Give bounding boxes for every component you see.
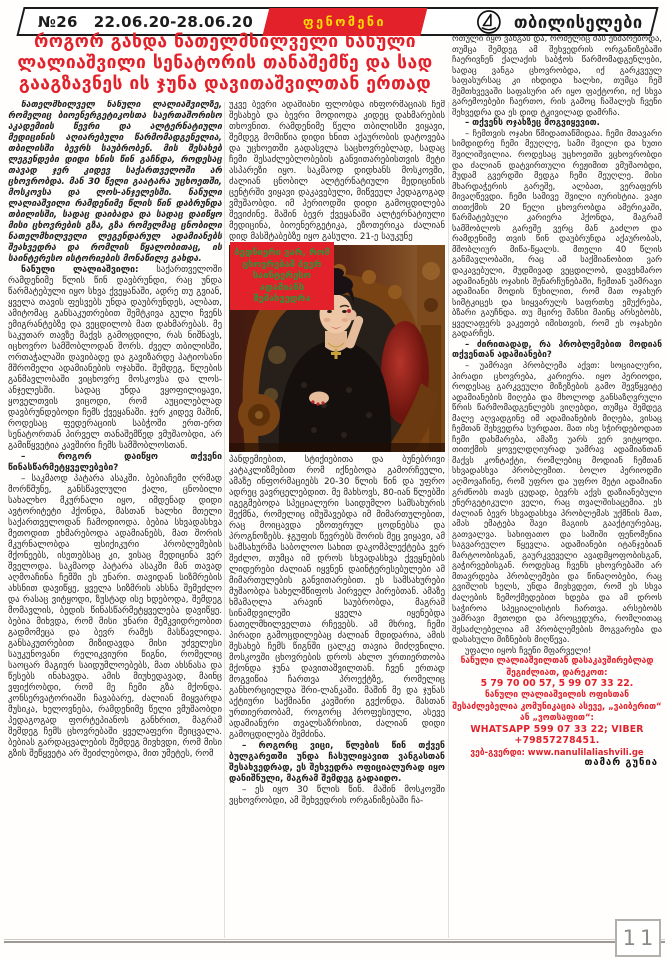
article-column-left — [8, 100, 222, 938]
paragraph: ვებ-გვერდი: www.nanulilaliashvili.ge — [470, 746, 644, 757]
article-column-middle — [229, 100, 445, 938]
issue-info — [22, 13, 253, 31]
issue-dates: 22.06.20-28.06.20 — [93, 12, 254, 31]
paragraph: უკვე ბევრი ადამიანი ფლობდა ინფორმაციას ჩემ შესახებ და ბევრი მოდიოდა კიდეც დახმარების თხოვნით. რამდენიმე წელი თბილისში ვიყავი, შემდეგ მომიწია დიდი ხნით აქაურობის დატოვება და უცხოეთში გადასვლა საცხოვრებლად, სადაც ჩემი შესაძლებლობების განვითარებისთვის მეტი ასპარეზი იყო. საკმაოდ დიდხანს მოსკოვში, ძალიან ცნობილ ალტერნატიული მედიცინის ცენტრში ვიყავი დაკავებული, მიწვეულ პედაგოგად ვმუშაობდი. იმ პერიოდში დიდი გამოცდილება შევიძინე. მაშინ ბევრ ქვეყანაში ალტერნატიული მედიცინა, ბიოენერგეტიკა, ეზოთერიკა ძალიან დიდ მასშტაბებზე იყო გასული. 21-ე საუკუნე — [229, 100, 445, 242]
speaker-name: ნანული ლალიაშვილი: — [21, 265, 157, 275]
paragraph: 5 79 70 00 57, 5 99 07 33 22. — [480, 678, 634, 690]
interview-question: – როგორც ვიცი, წლების წინ თქვენ ბულგარეთში უნდა ჩასულიყავით ვანგასთან შესახვედრად, ეს შეხვედრა ოფიციალურად იყო დანიშნული, მაგრამ შემდეგ გადაიდო. — [229, 741, 445, 784]
paragraph: თამარ გუნია — [584, 756, 658, 768]
column-divider — [448, 102, 449, 938]
article-headline — [6, 32, 444, 95]
column-divider — [224, 102, 225, 938]
newspaper-monogram-icon — [476, 9, 502, 35]
column-middle-top-text — [229, 100, 445, 243]
paragraph: – საკმაოდ პატარა ასაკში. ბებიაჩემი ღრმად მორწმუნე, განსწავლული ქალი, ცნობილი სახალხო მკურნალი იყო, იმდენად დიდი ავტორიტეტი ჰქონდა, მასთან ხალხი მთელი საქართველოდან ჩამოდიოდა. ბებია სხვადასხვა მეთოდით ეხმარებოდა ადამიანებს, მათ შორის მკურნალობდა ფსიქიკური პრობლემების მქონეებს, ისეთებსაც კი, ვისაც მედიცინა ვერ შველოდა. საკმაოდ პატარა ასაკში მან თავად აღმოაჩინა ჩემში ეს უნარი. თავიდან სიზმრების ახსნით დავიწყე, ყველა სიზმრის ახსნა შემეძლო და რასაც ვიტყოდი, ზუსტად ისე ხდებოდა, შემდეგ მომავლის, ბედის წინასწარმეტყველება დავიწყე. ბებია მიხვდა, რომ მისი უნარი მემკვიდრეობით გადმომეცა და ბევრ რამეს მასწავლიდა. განსაკუთრებით მიზიდავდა მისი უძველესი საუკუნოვანი რელიკვიური წიგნი, რომელიც საოცარ მაგიურ საიდუმლოებებს, მათ ახსნასა და წესებს ინახავდა. ამის მიუხედავად, მაინც ვფიქრობდი, რომ მე ჩემი გზა მქონდა. კონსერვატორიაში ჩავაბარე, ძალიან მიყვარდა მუსიკა, ხელოვნება, რამდენიმე წელი ვმუშაობდი პედაგოგად ფორტეპიანოს განხრით, მაგრამ შემდეგ ჩემს ცხოვრებაში ყველაფერი შეიცვალა. ბებიას გარდაცვალების შემდეგ მივხვდი, რომ მისი გზის შეწყვეტა არ შეიძლებოდა, მით უმეტეს, რომ — [8, 474, 222, 759]
interview-question: – თქვენს ოჯახზეც მოგვიყევით. — [465, 117, 600, 128]
paragraph: ნანული ლალიაშვილთან დასაკავშირებლად შეგიძლიათ, დარეკოთ: — [460, 655, 654, 677]
paragraph: უფალი იყოს ჩვენი მფარველი! — [465, 644, 592, 655]
rubric-label: ფენომენი — [303, 14, 387, 29]
paragraph: ნანული ლალიაშვილი: საქართველოში რამდენიმე წლის წინ დავბრუნდი, რაც უნდა წარმატებული იყო სხვა ქვეყანაში, ადრე თუ გვიან, ყველა თავის ფესვებს უნდა დაუბრუნდეს, ალბათ, ამიტომაც განსაკუთრებით შემტკივა გული ჩვენს ემიგრანტებზე და ვეცდილობ მათ დახმარებას. მე საკუთარ თავზე მაქვს გამოცდილი, რას ნიშნავს, იცხოვრო სამშობლოდან შორს. ძველ თბილისში, ორთაჭალაში დავიბადე და გავიზარდე პატიოსანი მშრომელი ადამიანების ოჯახში. შემდეგ, წლების განმავლობაში ვიცხოვრე მოსკოვსა და ლოს-ანჯელესში. სადაც უნდა ვყოფილიყავი, ყოველთვის ვიცოდი, რომ აუცილებლად დავბრუნდებოდი ჩემს ქვეყანაში. ჯერ კიდევ მაშინ, როდესაც ფედერაციის საბჭოში ერთ-ერთ სენატორთან პირველ თანაშემწედ ვმუშაობდი, არ გამიწყვეტია კავშირი ჩემს სამშობლოსთან. — [8, 265, 222, 451]
paragraph: რთული იყო ვანგას და, რომელიც მას ეხმარებოდა, თუმცა შემდეგ ამ შეხვედრის ორგანიზებაში ჩაერივნენ ქალაქის საბჭოს წარმომადგენლები, სადაც ვანგა ცხოვრობდა, იქ გარკვეულ საფასურსაც კი იხდიდა ხალხი, თუმცა ჩემ შემთხვევაში საფასური არ იყო ფაქტორი, იქ სხვა გარემოებები ჩაერთო, რის გამოც ჩაშალეს ჩვენი შეხვედრა და ეს დიდ ტკივილად დამრჩა. — [452, 33, 662, 117]
newspaper-name: თბილისელები — [514, 12, 643, 31]
paragraph: პანდემიებით, სტიქიებითა და ბუნებრივი კატაკლიზმებით რომ იქნებოდა გამორჩეული, ამაზე ინფორმაციებს 20-30 წლის წინ და უფრო ადრეც ვავრცელებდით. მე მახსოვს, 80-იან წლებში იგეგმებოდა სპეციალური საიდუმლო სამსახურის შექმნა, რომელიც იმუშავებდა იმ მიმართულებით, რაც მოიცავდა ეზოთერულ ცოდნებსა და პროგნოზებს. ჯგუფის წევრებს შორის მეც ვიყავი, ამ სამსახურმა საბოლოო სახით დაკომპლექტება ვერ შეძლო, თუმცა იმ დროს სხვადასხვა ქვეყნების ლიდერები ძალიან იყვნენ დაინტერესებულები ამ მიმართულების განვითარებით. ეს სამსახურები მუშაობდა სახელმწიფოს პირველ პირებთან. ამაზე ხმამაღლა არავინ საუბრობდა, მაგრამ სინამდვილეში ყველა იყენებდა ნათელმხილველთა რჩევებს. ამ მხრივ, ჩემი პირადი გამოცდილებაც ძალიან მდიდარია, ამის შესახებ ჩემს წიგნში ცალკე თავია მიძღვნილი. მოსკოვში ცხოვრების დროს ახლო ურთიერთობა მქონდა ჯუნა დავითაშვილთან. ჩვენ ერთად მოგვიწია ჩართვა პროექტზე, რომელიც განხორციელდა შრი-ლანკაში. მაშინ მე და ჯუნას აქტიური საქმიანი კავშირი გვქონდა. მასთან ურთიერთობამ, როგორც პროფესიული, ასევე ადამიანური თვალსაზრისით, ძალიან დიდი გამოცდილება შემძინა. — [229, 455, 445, 740]
issue-number: №26 — [38, 12, 78, 31]
newspaper-brand — [476, 9, 653, 35]
paragraph: – ეს იყო 30 წლის წინ. მაშინ მოსკოვში ვცხოვრობდი, ამ შეხვედრის ორგანიზებაში ჩა- — [229, 785, 445, 806]
paragraph: WHATSAPP 599 07 33 22; VIBER +79857278451. — [470, 723, 644, 747]
headline-line: ლალიაშვილი სენატორის თანაშემწე და სად — [17, 53, 433, 73]
interview-question: – როგორ დაიწყო თქვენი წინასწარმეტყველებები? — [8, 452, 222, 473]
interview-question: – ძირითადად, რა პრობლემებით მოდიან თქვენთან ადამიანები? — [452, 338, 662, 360]
footer-divider — [4, 939, 665, 943]
article-photo — [229, 245, 445, 452]
article-column-right — [452, 33, 662, 939]
page-number: 11 — [615, 919, 661, 957]
headline-line: გააგზავნეს ის ჯუნა დავითაშვილთან ერთად — [18, 74, 432, 94]
column-middle-bottom-text — [229, 455, 445, 807]
paragraph: – ჩემთვის ოჯახი წმიდათაწმიდაა. ჩემი მთავარი სიმდიდრე ჩემი მეუღლე, სამი შვილი და ხუთი შვილიშვილია. როდესაც უცხოეთში ვცხოვრობდი და ძალიან დატვირთული რეჟიმით ვმუშაობდი, მუდამ გვერდში მედგა ჩემი მეუღლე. მისი მხარდაჭერის გარეშე, ალბათ, ვერაფერს მივაღწევდი. ჩემი სამივე შვილი იურისტია. ვაჟი თითქმის 20 წელი ცხოვრობდა ამერიკაში, წარმატებული კარიერა ჰქონდა, მაგრამ სამშობლოს გარეშე ვერც მან გაძლო და რამდენიმე თვის წინ დაუბრუნდა აქაურობას, მშობლიურ მიწა-წყალს. მთელი 40 წლის განმავლობაში, რაც ამ საქმიანობით ვარ დაკავებული, მუდმივად ვეცდილობ, დავეხმარო ადამიანებს ოჯახის შენარჩუნებაში, ჩემთან უამრავი ადამიანი მოდის წუხილით, რომ მათ ოჯახურ სიმტკიცეს და სიყვარულს საფრთხე ემუქრება, ბზარი გაუჩნდა. თუ მცირე შანსი მაინც არსებობს, ყველაფერს ვაკეთებ იმისთვის, რომ ეს ოჯახები გადარჩეს. — [452, 127, 662, 339]
paragraph: – უამრავი პრობლემა აქვთ: სოციალური, პირადი ცხოვრება, კარიერა. იყო პერიოდი, როდესაც გარკვეული მიზეზების გამო შევწყვიტე ადამიანების მიღება და მხოლოდ განსაზღვრული წრის წარმომადგენლებს ვიღებდი, თუმცა შემდეგ მალე აღვადგინე იმ ადამიანების მიღება, ვისაც ჩემთან შეხვედრა სურდათ. მათ ისე სჭირდებოდათ ჩემი დახმარება, ამაზე უარს ვერ ვიტყოდი. თითქმის ყოველდღიურად უამრავ ადამიანთან მაქვს კონტაქტი, რომლებიც მოდიან ჩემთან სხვადასხვა პრობლემით. ბოლო პერიოდში აღმოვაჩინე, რომ უფრო და უფრო მეტი ადამიანი გრძნობს თავს ცუდად, ბევრს აქვს დაზიანებული ენერგეტიკული ველი, რაც თვალშისაცემია. ეს ძალიან ბევრ სხვადასხვა პრობლემას უქმნის მათ, ამას ემატება შავი მაგიის გააქტიურებაც, გათვალვა. სახიფათო და საშიში ფენომენია საგვარეულო წყევლა. ადამიანები იტანჯებიან მარტოობისგან, გაურკვეველი ავადმყოფობისგან, გაჭირვებისგან. როდესაც ჩვენს ცხოვრებაში არ მთავრდება პრობლემები და წინაღობები, რაც გვიშლის ხელს, უნდა მივხვდეთ, რომ ეს სხვა ძალების ზემოქმედებით ხდება და ამ დროს საჭიროა სპეციალისტის ჩართვა. არსებობს უამრავი მეთოდი და პროცედურა, რომლითაც შესაძლებელია ამ პრობლემების მოგვარება და დასახული მიზნების მიღწევა. — [452, 359, 662, 645]
paragraph: ნანული ლალიაშვილის ოფისთან შესაძლებელია კომუნიკაცია ასევე, „ვაიბერით“ ან „ვოთსაფით“: — [452, 689, 662, 723]
headline-line: როგორ გახდა ნათელმხილველი ნანული — [33, 32, 417, 52]
paragraph: ნათელმხილველ ნანული ლალიაშვილზე, რომელიც ბიოენერგეტიკოსთა საერთაშორისო აკადემიის წევრი და ალტერნატიული მედიცინის აღიარებული წარმომადგენელია, თბილისში ბევრს საუბრობენ. მის შესახებ ლეგენდები დიდი ხნის წინ გაჩნდა, როდესაც თავად ჯერ კიდევ საქართველოში არ ცხოვრობდა. მან 30 წელი გაატარა უცხოეთში, მოსკოვსა და ლოს-ანჯელესში. ნანული ლალიაშვილი რამდენიმე წლის წინ დაბრუნდა თბილისში, სადაც დაიბადა და სადაც დაიწყო მისი ცხოვრების გზა, გზა რომელმაც ცნობილი ნათელმხილველი ლეგენდარულ ადამიანებს შეახვედრა და რომლის წყალობითაც, ის საინტერესო ისტორიების მონაწილე გახდა. — [8, 100, 222, 264]
photo-caption: ბედნიერი ვარ, რომ ცხოვრებამ ბევრ საინტერესო ადამიანს შემახვედრა — [230, 242, 334, 310]
